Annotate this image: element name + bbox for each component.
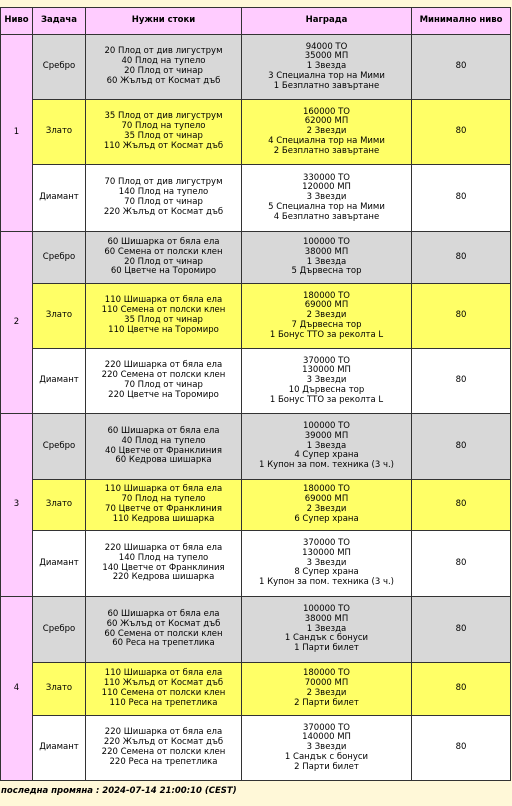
- table-row: [1, 716, 511, 781]
- reward-line: 8 Супер храна: [294, 567, 359, 578]
- reward-line: 370000 ТО: [302, 355, 351, 366]
- reward-line: 6 Супер храна: [294, 513, 359, 524]
- reward-cell: [242, 414, 412, 480]
- header-row: [1, 8, 511, 35]
- reward-cell: [242, 232, 412, 284]
- goods-line: 110 Жълъд от Космат дъб: [103, 678, 224, 689]
- min-level-cell: 80: [412, 284, 511, 349]
- table-row: [1, 284, 511, 349]
- goods-line: 110 Шишарка от бяла ела: [104, 484, 223, 495]
- goods-line: 220 Кедрова шишарка: [112, 572, 215, 583]
- goods-line: 60 Шишарка от бяла ела: [107, 236, 220, 247]
- goods-cell: [86, 480, 242, 531]
- reward-line: 69000 МП: [304, 300, 349, 311]
- task-cell: Злато: [33, 284, 86, 349]
- goods-cell: [86, 597, 242, 663]
- table-row: [1, 663, 511, 716]
- reward-line: 1 Сандък с бонуси: [284, 633, 369, 644]
- reward-line: 35000 МП: [304, 51, 349, 62]
- goods-line: 35 Плод от чинар: [124, 131, 203, 141]
- reward-line: 370000 ТО: [302, 538, 351, 548]
- last-modified: последна промяна : 2024-07-14 21:00:10 (CEST): [1, 786, 237, 796]
- reward-line: 1 Бонус ТТО за реколта L: [269, 394, 384, 405]
- goods-line: 220 Шишарка от бяла ела: [104, 542, 223, 553]
- reward-line: 4 Супер храна: [294, 450, 359, 461]
- min-level-cell: 80: [412, 597, 511, 663]
- goods-line: 110 Шишарка от бяла ела: [104, 668, 223, 679]
- min-level-cell: 80: [412, 663, 511, 716]
- reward-line: 1 Звезда: [306, 440, 347, 451]
- task-cell: Злато: [33, 663, 86, 716]
- reward-line: 4 Безплатно завъртане: [273, 211, 380, 222]
- goods-line: 70 Плод от див лигуструм: [104, 177, 223, 188]
- goods-line: 110 Реса на трепетлика: [109, 697, 218, 708]
- goods-line: 40 Плод на тупело: [121, 435, 206, 446]
- goods-cell: [86, 35, 242, 100]
- goods-line: 20 Плод от чинар: [124, 256, 203, 267]
- reward-line: 4 Специална тор на Мими: [268, 135, 385, 146]
- table-row: [1, 480, 511, 531]
- reward-line: 1 Сандък с бонуси: [284, 751, 369, 762]
- table-body: [1, 35, 511, 781]
- goods-cell: [86, 531, 242, 597]
- task-cell: Диамант: [33, 716, 86, 781]
- reward-cell: [242, 165, 412, 232]
- level-cell: 2: [1, 232, 33, 414]
- goods-line: 40 Цветче от Франклиния: [105, 445, 222, 456]
- reward-cell: [242, 349, 412, 414]
- reward-line: 130000 МП: [302, 365, 351, 376]
- reward-cell: [242, 597, 412, 663]
- table-row: [1, 35, 511, 100]
- reward-line: 330000 ТО: [302, 172, 351, 183]
- goods-line: 110 Шишарка от бяла ела: [104, 295, 223, 306]
- goods-cell: [86, 284, 242, 349]
- goods-line: 20 Плод от див лигуструм: [104, 46, 223, 57]
- reward-line: 2 Безплатно завъртане: [273, 145, 380, 156]
- reward-line: 1 Купон за пом. техника (3 ч.): [259, 577, 394, 588]
- reward-line: 1 Безплатно завъртане: [273, 80, 380, 91]
- goods-line: 35 Плод от чинар: [124, 315, 203, 325]
- goods-line: 140 Плод на тупело: [118, 187, 209, 198]
- goods-line: 60 Семена от полски клен: [104, 246, 223, 257]
- goods-line: 60 Шишарка от бяла ела: [107, 608, 220, 619]
- table-row: [1, 597, 511, 663]
- reward-line: 130000 МП: [302, 547, 351, 558]
- goods-line: 220 Шишарка от бяла ела: [104, 727, 223, 738]
- goods-line: 220 Цветче на Торомиро: [108, 389, 219, 400]
- reward-line: 100000 ТО: [302, 604, 351, 614]
- goods-line: 60 Цветче на Торомиро: [110, 266, 217, 277]
- reward-line: 5 Специална тор на Мими: [268, 201, 385, 212]
- level-cell: 1: [1, 35, 33, 232]
- task-cell: Диамант: [33, 531, 86, 597]
- reward-line: 3 Специална тор на Мими: [268, 70, 385, 81]
- reward-line: 5 Дървесна тор: [291, 266, 362, 277]
- goods-line: 70 Плод на тупело: [121, 121, 206, 132]
- goods-cell: [86, 165, 242, 232]
- goods-line: 60 Семена от полски клен: [104, 628, 223, 639]
- table-row: [1, 165, 511, 232]
- min-level-cell: 80: [412, 414, 511, 480]
- min-level-cell: 80: [412, 349, 511, 414]
- reward-line: 120000 МП: [302, 182, 351, 193]
- reward-line: 140000 МП: [302, 732, 351, 743]
- reward-cell: [242, 100, 412, 165]
- reward-line: 1 Бонус ТТО за реколта L: [269, 329, 384, 340]
- min-level-cell: 80: [412, 100, 511, 165]
- reward-line: 62000 МП: [304, 116, 349, 127]
- reward-line: 370000 ТО: [302, 722, 351, 733]
- reward-cell: [242, 35, 412, 100]
- goods-line: 140 Плод на тупело: [118, 552, 209, 563]
- reward-line: 1 Парти билет: [294, 643, 359, 654]
- goods-line: 220 Семена от полски клен: [101, 747, 226, 757]
- goods-line: 110 Кедрова шишарка: [112, 513, 215, 524]
- min-level-cell: 80: [412, 165, 511, 232]
- task-cell: Диамант: [33, 165, 86, 232]
- reward-line: 1 Купон за пом. техника (3 ч.): [259, 460, 394, 471]
- reward-cell: [242, 663, 412, 716]
- goods-line: 110 Цветче на Торомиро: [108, 324, 219, 335]
- reward-line: 1 Звезда: [306, 61, 347, 72]
- goods-line: 60 Жълъд от Космат дъб: [106, 75, 221, 86]
- reward-line: 38000 МП: [304, 246, 349, 257]
- reward-line: 1 Звезда: [306, 256, 347, 267]
- reward-line: 69000 МП: [304, 494, 349, 505]
- goods-cell: [86, 414, 242, 480]
- header-task: Задача: [33, 8, 86, 35]
- reward-line: 100000 ТО: [302, 236, 351, 247]
- reward-cell: [242, 531, 412, 597]
- reward-cell: [242, 716, 412, 781]
- goods-line: 110 Семена от полски клен: [101, 688, 226, 698]
- reward-line: 160000 ТО: [302, 106, 351, 117]
- task-cell: Сребро: [33, 597, 86, 663]
- goods-line: 20 Плод от чинар: [124, 66, 203, 76]
- min-level-cell: 80: [412, 480, 511, 531]
- goods-line: 70 Плод на тупело: [121, 494, 206, 505]
- goods-line: 70 Плод от чинар: [124, 380, 203, 390]
- goods-line: 220 Жълъд от Космат дъб: [103, 737, 224, 748]
- reward-line: 3 Звезди: [306, 375, 347, 386]
- goods-line: 35 Плод от див лигуструм: [104, 111, 223, 122]
- min-level-cell: 80: [412, 531, 511, 597]
- goods-line: 60 Жълъд от Космат дъб: [106, 618, 221, 629]
- reward-line: 38000 МП: [304, 613, 349, 624]
- goods-line: 40 Плод на тупело: [121, 56, 206, 67]
- goods-line: 220 Жълъд от Космат дъб: [103, 206, 224, 217]
- reward-line: 94000 ТО: [305, 41, 348, 52]
- goods-line: 60 Кедрова шишарка: [115, 455, 212, 466]
- goods-line: 60 Шишарка от бяла ела: [107, 425, 220, 436]
- reward-line: 2 Парти билет: [294, 697, 359, 708]
- goods-cell: [86, 716, 242, 781]
- reward-line: 2 Звезди: [306, 688, 347, 698]
- goods-line: 110 Семена от полски клен: [101, 305, 226, 316]
- task-cell: Сребро: [33, 35, 86, 100]
- reward-line: 2 Парти билет: [294, 761, 359, 772]
- reward-line: 1 Звезда: [306, 623, 347, 634]
- min-level-cell: 80: [412, 716, 511, 781]
- goods-line: 70 Цветче от Франклиния: [105, 504, 222, 514]
- header-min-level: Минимално ниво: [412, 8, 511, 35]
- table-row: [1, 349, 511, 414]
- goods-cell: [86, 100, 242, 165]
- reward-line: 3 Звезди: [306, 192, 347, 203]
- header-reward: Награда: [242, 8, 412, 35]
- reward-line: 39000 МП: [304, 430, 349, 441]
- level-cell: 4: [1, 597, 33, 781]
- reward-line: 10 Дървесна тор: [288, 384, 365, 395]
- min-level-cell: 80: [412, 232, 511, 284]
- header-level: Ниво: [1, 8, 33, 35]
- tasks-table: [0, 7, 511, 781]
- goods-cell: [86, 349, 242, 414]
- reward-line: 2 Звезди: [306, 310, 347, 321]
- reward-line: 3 Звезди: [306, 557, 347, 568]
- reward-line: 180000 ТО: [302, 668, 351, 679]
- goods-line: 140 Цветче от Франклиния: [102, 562, 225, 573]
- reward-line: 100000 ТО: [302, 421, 351, 431]
- reward-line: 2 Звезди: [306, 504, 347, 514]
- header-goods: Нужни стоки: [86, 8, 242, 35]
- reward-line: 3 Звезди: [306, 742, 347, 753]
- goods-line: 220 Шишарка от бяла ела: [104, 360, 223, 371]
- table-row: [1, 414, 511, 480]
- reward-line: 70000 МП: [304, 678, 349, 689]
- min-level-cell: 80: [412, 35, 511, 100]
- goods-line: 220 Реса на трепетлика: [109, 756, 218, 767]
- task-cell: Злато: [33, 480, 86, 531]
- goods-line: 220 Семена от полски клен: [101, 370, 226, 381]
- table-row: [1, 232, 511, 284]
- task-cell: Диамант: [33, 349, 86, 414]
- task-cell: Злато: [33, 100, 86, 165]
- task-cell: Сребро: [33, 232, 86, 284]
- level-cell: 3: [1, 414, 33, 597]
- reward-cell: [242, 480, 412, 531]
- reward-line: 180000 ТО: [302, 484, 351, 495]
- task-cell: Сребро: [33, 414, 86, 480]
- goods-line: 110 Жълъд от Космат дъб: [103, 140, 224, 151]
- goods-cell: [86, 663, 242, 716]
- goods-cell: [86, 232, 242, 284]
- reward-line: 180000 ТО: [302, 290, 351, 301]
- table-row: [1, 100, 511, 165]
- goods-line: 70 Плод от чинар: [124, 197, 203, 207]
- reward-cell: [242, 284, 412, 349]
- goods-line: 60 Реса на трепетлика: [112, 638, 215, 649]
- reward-line: 2 Звезди: [306, 126, 347, 137]
- table-row: [1, 531, 511, 597]
- reward-line: 7 Дървесна тор: [291, 319, 362, 330]
